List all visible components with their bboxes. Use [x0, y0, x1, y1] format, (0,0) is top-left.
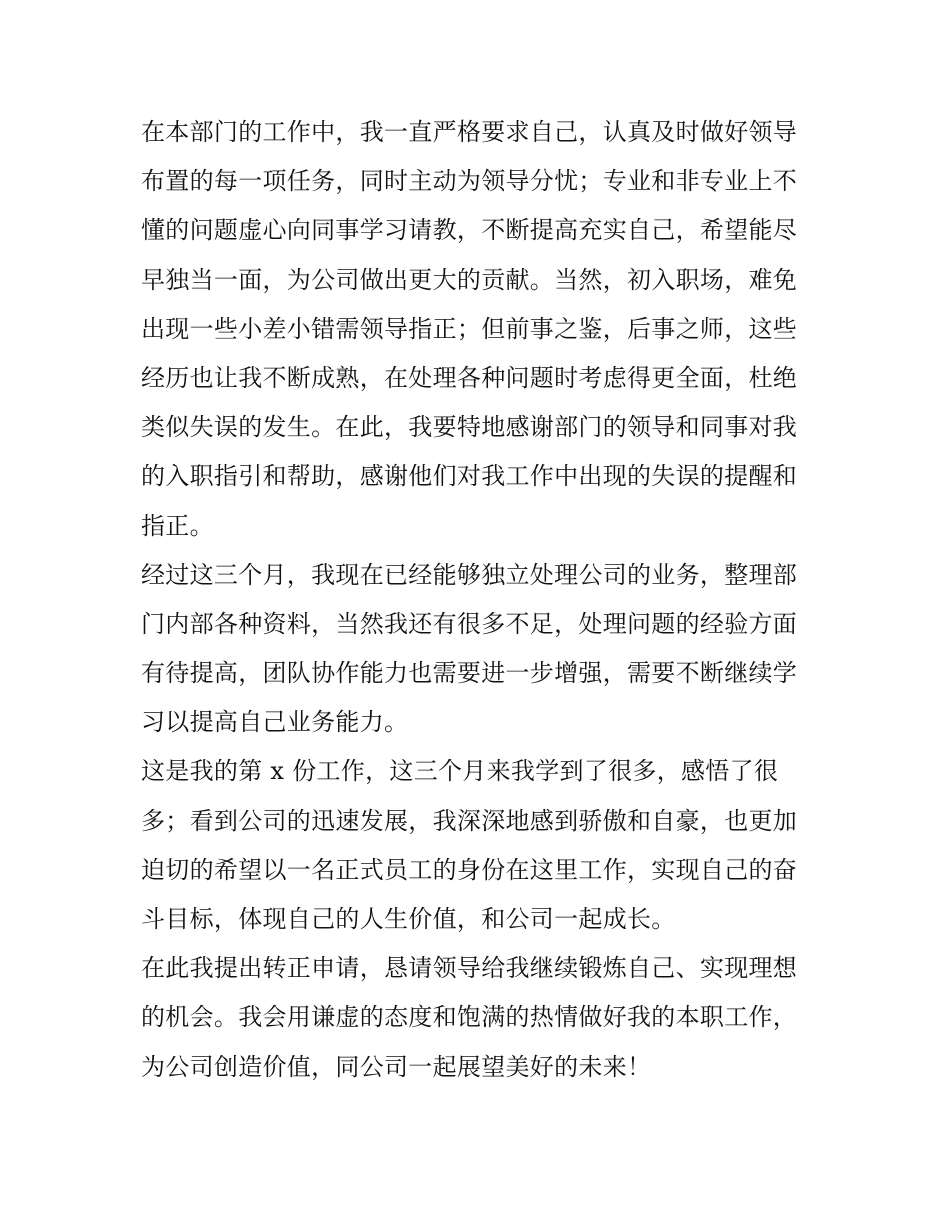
text-line: 的机会。我会用谦虚的态度和饱满的热情做好我的本职工作，	[141, 1003, 798, 1032]
text-line: 早独当一面，为公司做出更大的贡献。当然，初入职场，难免	[141, 265, 798, 294]
text-line: 门内部各种资料，当然我还有很多不足，处理问题的经验方面	[141, 609, 798, 638]
document-body	[141, 108, 816, 1092]
text-line: 懂的问题虚心向同事学习请教，不断提高充实自己，希望能尽	[141, 216, 798, 245]
text-line: 有待提高，团队协作能力也需要进一步增强，需要不断继续学	[141, 659, 798, 688]
text-line: 斗目标，体现自己的人生价值，和公司一起成长。	[141, 905, 676, 933]
text-line: 习以提高自己业务能力。	[141, 708, 409, 737]
text-line: 指正。	[141, 511, 214, 540]
text-line: 在本部门的工作中，我一直严格要求自己，认真及时做好领导	[141, 118, 798, 146]
text-line: 类似失误的发生。在此，我要特地感谢部门的领导和同事对我	[141, 413, 798, 442]
text-line: 在此我提出转正申请，恳请领导给我继续锻炼自己、实现理想	[141, 954, 798, 983]
text-line: 布置的每一项任务，同时主动为领导分忧；专业和非专业上不	[141, 167, 798, 196]
text-line: 经历也让我不断成熟，在处理各种问题时考虑得更全面，杜绝	[141, 363, 798, 392]
text-line: 为公司创造价值，同公司一起展望美好的未来！	[141, 1052, 652, 1081]
text-line: 出现一些小差小错需领导指正；但前事之鉴，后事之师，这些	[141, 314, 798, 343]
text-line: 经过这三个月，我现在已经能够独立处理公司的业务，整理部	[141, 560, 798, 589]
text-line: 迫切的希望以一名正式员工的身份在这里工作，实现自己的奋	[141, 855, 798, 884]
text-line: 多；看到公司的迅速发展，我深深地感到骄傲和自豪，也更加	[141, 806, 798, 835]
text-line: 这是我的第 x 份工作，这三个月来我学到了很多，感悟了很	[141, 757, 779, 786]
text-line: 的入职指引和帮助，感谢他们对我工作中出现的失误的提醒和	[141, 462, 798, 491]
